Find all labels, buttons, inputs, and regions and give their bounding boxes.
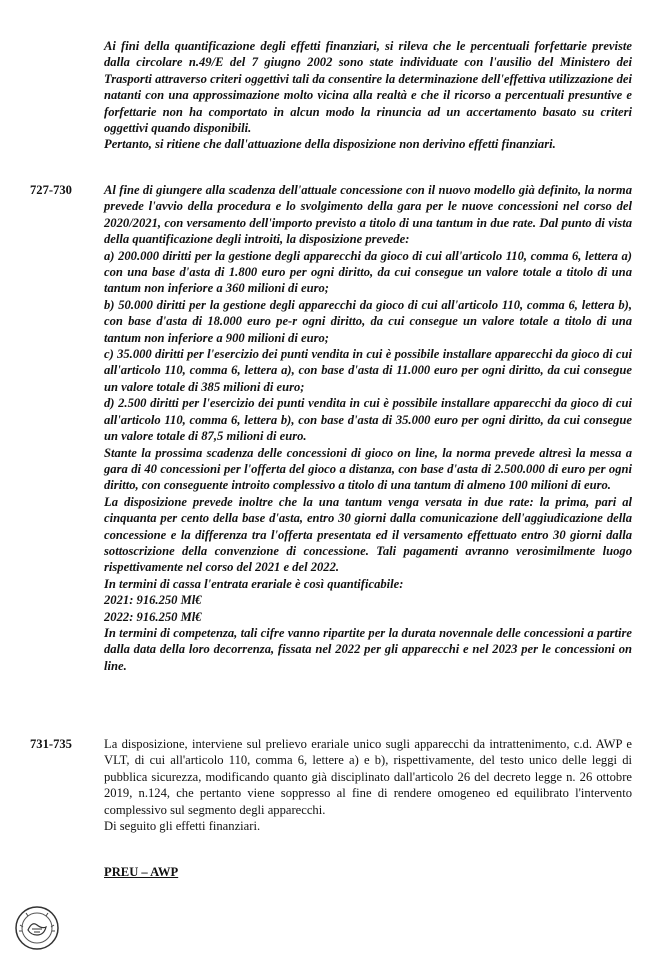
section-727-payment: La disposizione prevede inoltre che la una tantum venga versata in due rate: la prima, pari al cinquanta per cento della base d'asta, entro 30 giorni dalla comunicazione dell'aggiudicazione della concessione e la differenza tra l'offerta presentata ed il versamento effettuato entro 30 giorni dalla sottoscrizione della convenzione di concessione. Tali pagamenti avranno verosimilmente luogo rispettivamente nel corso del 2021 e del 2022. [104, 494, 632, 575]
seal-stamp-icon [14, 905, 60, 951]
section-727-intro: Al fine di giungere alla scadenza dell'attuale concessione con il nuovo modello già definito, la norma prevede l'avvio della procedura e lo svolgimento della gara per le nuove concessioni nel corso del 2020/2021, con versamento dell'importo previsto a titolo di una tantum in due rate. Dal punto di vista della quantificazione degli introiti, la disposizione prevede: [104, 183, 632, 247]
section-731-paragraph-2: Di seguito gli effetti finanziari. [104, 819, 261, 834]
section-727-730-text [104, 182, 632, 674]
section-727-competence: In termini di competenza, tali cifre vanno ripartite per la durata novennale delle concessioni a partire dalla data della loro decorrenza, fissata nel 2022 per gli apparecchi e nel 2023 per le concessioni on line. [104, 625, 632, 673]
section-727-item-b: b) 50.000 diritti per la gestione degli apparecchi da gioco di cui all'articolo 110, comma 6, lettera b), con base d'asta di 18.000 euro pe-r ogni diritto, da cui consegue un valore totale a titolo di una tantum non inferiore a 900 milioni di euro; [104, 297, 632, 345]
section-731-paragraph-1: La disposizione, interviene sul prelievo erariale unico sugli apparecchi da intrattenimento, c.d. AWP e VLT, di cui all'articolo 110, comma 6, lettere a) e b), rispettivamente, del testo unico delle leggi di pubblica sicurezza, modificando quanto già disciplinato dall'articolo 26 del decreto legge n. 26 ottobre 2019, n.124, che pertanto viene soppresso al fine di rendere omogeneo ed equilibrato l'intervento complessivo sul segmento degli apparecchi. [104, 737, 632, 817]
section-731-735-text [104, 736, 632, 834]
intro-paragraph-1: Ai fini della quantificazione degli effetti finanziari, si rileva che le percentuali forfettarie previste dalla circolare n.49/E del 7 giugno 2002 sono state individuate con l'ausilio del Ministero dei Trasporti attraverso criteri oggettivi tali da consentire la determinazione dell'effettiva utilizzazione dei natanti con una approssimazione molto vicina alla realtà e che il ricorso a percentuali presuntive e forfettarie non ha comportato in alcun modo la rinuncia ad un accertamento basato su criteri oggettivi quando disponibili. [104, 39, 632, 136]
preu-awp-heading: PREU – AWP [104, 865, 179, 879]
intro-paragraph-2: Pertanto, si ritiene che dall'attuazione della disposizione non derivino effetti finanziari. [104, 137, 556, 152]
section-label-727-730: 727-730 [30, 183, 72, 197]
section-label-731-735: 731-735 [30, 737, 72, 751]
section-727-online: Stante la prossima scadenza delle concessioni di gioco on line, la norma prevede altresì la messa a gara di 40 concessioni per l'offerta del gioco a distanza, con base d'asta di 2.500.000 di euro per ogni diritto, con conseguente introito complessivo a titolo di una tantum di almeno 100 milioni di euro. [104, 445, 632, 493]
section-727-cash-2021: 2021: 916.250 Ml€ [104, 593, 202, 608]
section-727-cash-2022: 2022: 916.250 Ml€ [104, 609, 202, 624]
section-727-item-a: a) 200.000 diritti per la gestione degli apparecchi da gioco di cui all'articolo 110, comma 6, lettera a) con una base d'asta di 1.800 euro per ogni diritto, da cui consegue un valore totale a titolo di una tantum non inferiore a 360 milioni di euro; [104, 248, 632, 296]
section-727-item-c: c) 35.000 diritti per l'esercizio dei punti vendita in cui è possibile installare apparecchi da gioco di cui all'articolo 110, comma 6, lettera a), con base d'asta di 11.000 euro per ogni diritto, da cui consegue un valore totale di 385 milioni di euro; [104, 347, 632, 394]
section-727-item-d: d) 2.500 diritti per l'esercizio dei punti vendita in cui è possibile installare apparecchi da gioco di cui all'articolo 110, comma 6, lettera b), con base d'asta di 35.000 euro per ogni diritto, da cui consegue un valore totale di 87,5 milioni di euro. [104, 396, 632, 444]
section-727-cash-intro: In termini di cassa l'entrata erariale è così quantificabile: [104, 576, 404, 591]
intro-text-block [104, 38, 632, 153]
